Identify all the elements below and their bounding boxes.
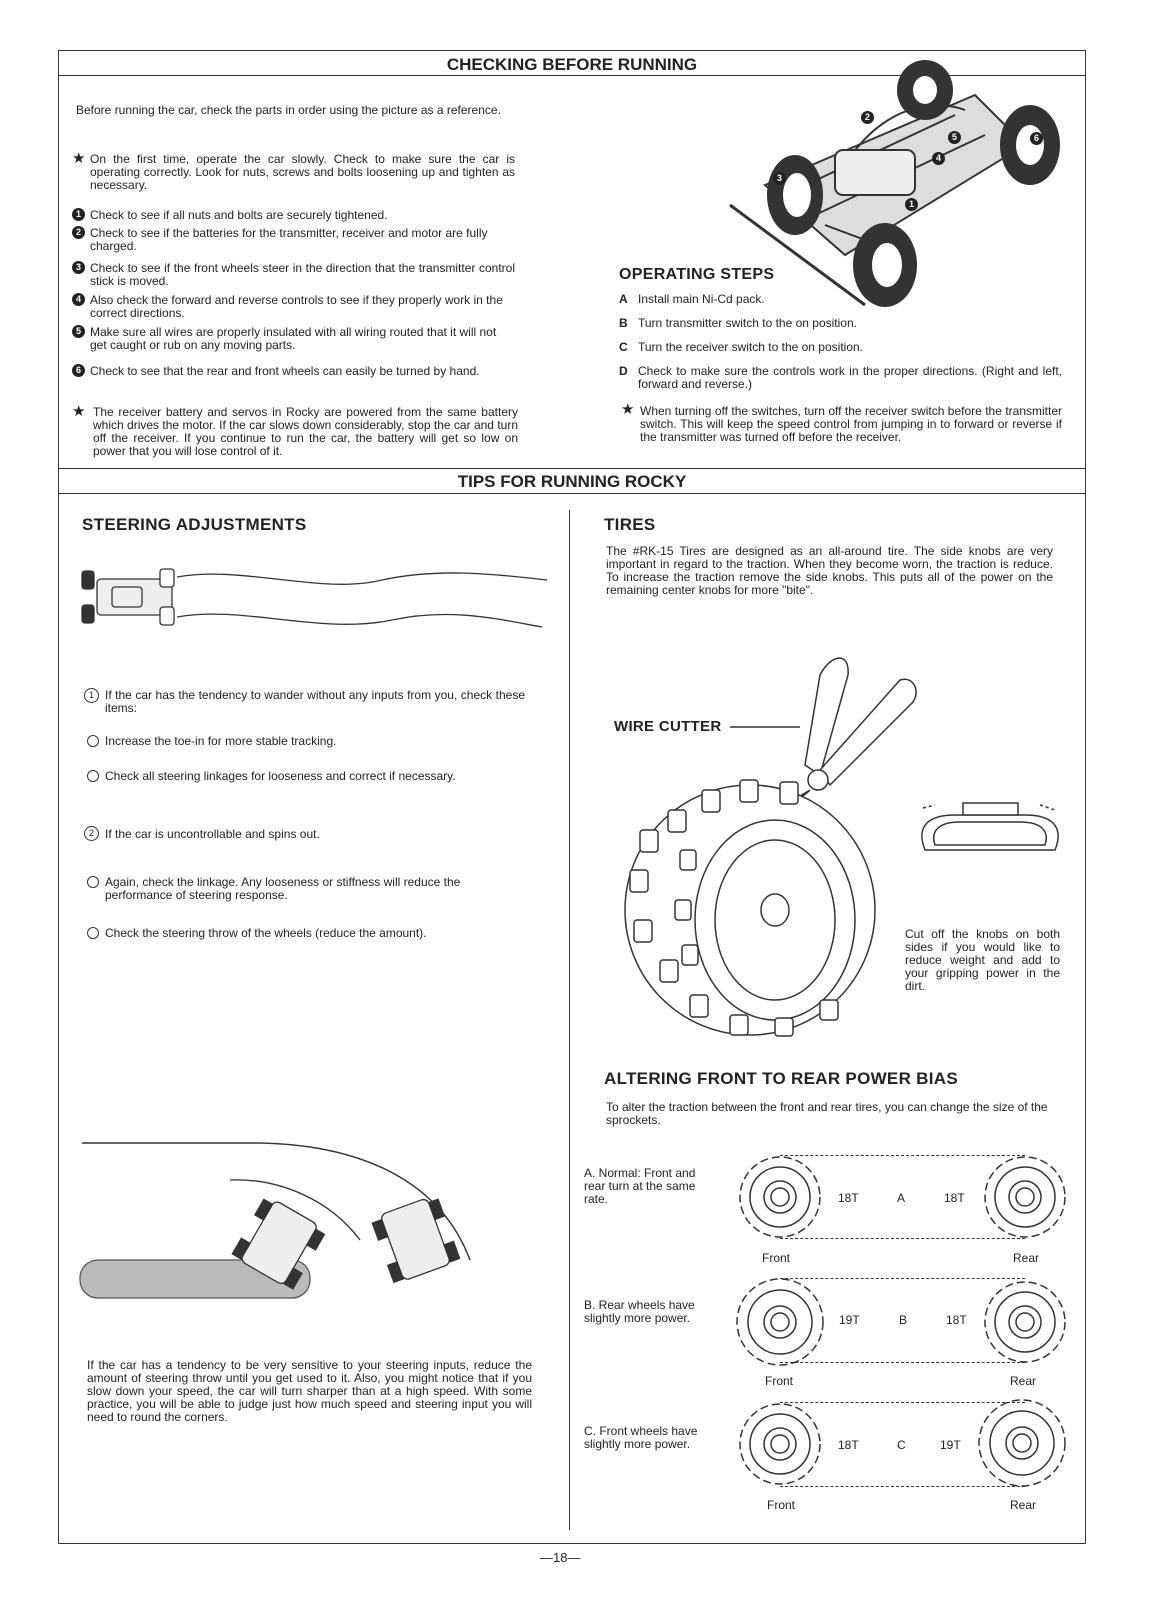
steering-item-number-1: 1 xyxy=(84,688,99,703)
bullet-circle-icon xyxy=(87,927,99,939)
wire-cutter-label: WIRE CUTTER xyxy=(614,718,722,735)
bias-title: ALTERING FRONT TO REAR POWER BIAS xyxy=(604,1069,958,1088)
step-letter-d: D xyxy=(619,364,628,378)
steering-item-2b: Check the steering throw of the wheels (reduce the amount). xyxy=(105,926,427,940)
step-text-c: Turn the receiver switch to the on position. xyxy=(638,340,863,354)
checking-title: CHECKING BEFORE RUNNING xyxy=(446,55,698,74)
callout-6: 6 xyxy=(1030,132,1043,145)
sprocket-front-a xyxy=(735,1150,825,1245)
sprocket-rear-c xyxy=(972,1393,1072,1493)
first-note: On the first time, operate the car slowly. Check to make sure the car is operating correctly. Look for nuts, screws and bolts loosening up and tighten as necessary. xyxy=(90,152,515,192)
chain-line xyxy=(780,1362,1025,1363)
bullet-circle-icon xyxy=(87,735,99,747)
item-number-6: 6 xyxy=(72,364,85,377)
star-icon: ★ xyxy=(621,401,635,418)
tips-title: TIPS FOR RUNNING ROCKY xyxy=(457,472,687,491)
bias-row-a-desc: A. Normal: Front and rear turn at the same rate. xyxy=(584,1166,696,1206)
item-text-2: Check to see if the batteries for the transmitter, receiver and motor are fully charged. xyxy=(90,226,488,253)
callout-5: 5 xyxy=(948,131,961,144)
sprocket-front-b xyxy=(730,1272,830,1372)
step-letter-c: C xyxy=(619,340,628,354)
steering-wander-illustration xyxy=(82,565,552,640)
steering-item-1a: Increase the toe-in for more stable tracking. xyxy=(105,734,337,748)
callout-1: 1 xyxy=(905,198,918,211)
item-number-1: 1 xyxy=(72,208,85,221)
sprocket-front-c xyxy=(735,1397,825,1492)
bias-row-c-letter: C xyxy=(897,1438,906,1452)
star-icon: ★ xyxy=(72,403,86,420)
bullet-circle-icon xyxy=(87,770,99,782)
tire-rear-left xyxy=(897,60,953,120)
tire-rear-right xyxy=(1000,105,1060,185)
tire-front-left xyxy=(767,155,823,235)
bias-row-b-desc: B. Rear wheels have slightly more power. xyxy=(584,1298,695,1325)
operating-note: When turning off the switches, turn off the receiver switch before the transmitter switch. This will keep the speed control from jumping in to forward or reverse if the transmitter was turned off before the receiver. xyxy=(640,404,1062,444)
bias-row-b-front-teeth: 19T xyxy=(839,1313,860,1327)
divider-mid-top xyxy=(59,468,1085,469)
steering-item-1: If the car has the tendency to wander without any inputs from you, check these items: xyxy=(105,688,525,715)
item-number-4: 4 xyxy=(72,293,85,306)
tire-cross-section-icon xyxy=(915,800,1065,870)
item-number-3: 3 xyxy=(72,261,85,274)
callout-3: 3 xyxy=(773,172,786,185)
divider-columns xyxy=(569,510,570,1530)
chain-line xyxy=(780,1402,1025,1403)
bias-row-c-front-label: Front xyxy=(767,1498,796,1512)
star-icon: ★ xyxy=(72,150,86,167)
bias-row-c-desc: C. Front wheels have slightly more power. xyxy=(584,1424,698,1451)
tires-text: The #RK-15 Tires are designed as an all-around tire. The side knobs are very important in regard to the traction. When they become worn, the traction is reduce. To increase the traction remove the side knobs. This puts all of the power on the remaining center knobs for more "bite". xyxy=(606,544,1053,597)
bias-row-a-front-teeth: 18T xyxy=(838,1191,859,1205)
page-number: —18— xyxy=(540,1550,581,1565)
item-number-5: 5 xyxy=(72,325,85,338)
cornering-text: If the car has a tendency to be very sensitive to your steering inputs, reduce the amount of steering throw until you get used to it. Also, you might notice that if you slow down your speed, the car will turn sharper than at a high speed. With some practice, you will be able to judge just how much speed and steering input you will need to round the corners. xyxy=(87,1358,532,1424)
item-text-6: Check to see that the rear and front wheels can easily be turned by hand. xyxy=(90,364,480,378)
steering-item-number-2: 2 xyxy=(84,826,99,841)
bias-row-b-front-label: Front xyxy=(765,1374,794,1388)
step-text-b: Turn transmitter switch to the on position. xyxy=(638,316,857,330)
bias-row-a-rear-teeth: 18T xyxy=(944,1191,965,1205)
item-text-5: Make sure all wires are properly insulated with all wiring routed that it will not get caught or rub on any moving parts. xyxy=(90,325,497,352)
step-text-a: Install main Ni-Cd pack. xyxy=(638,292,765,306)
bias-row-a-rear-label: Rear xyxy=(1013,1251,1040,1265)
step-text-d: Check to make sure the controls work in the proper directions. (Right and left, forward and reverse.) xyxy=(638,364,1062,391)
step-letter-a: A xyxy=(619,292,628,306)
bullet-circle-icon xyxy=(87,876,99,888)
battery-note: The receiver battery and servos in Rocky are powered from the same battery which drives the motor. If the car slows down considerably, stop the car and turn off the receiver. If you continue to run the car, the battery will get so low on power that you will lose control of it. xyxy=(93,405,518,458)
bias-row-a-front-label: Front xyxy=(762,1251,791,1265)
chain-line xyxy=(780,1238,1025,1239)
callout-2: 2 xyxy=(861,111,874,124)
chain-line xyxy=(780,1155,1025,1156)
bias-row-c-rear-teeth: 19T xyxy=(940,1438,961,1452)
steering-item-1b: Check all steering linkages for looseness and correct if necessary. xyxy=(105,769,456,783)
bias-row-c-front-teeth: 18T xyxy=(838,1438,859,1452)
bias-row-c-rear-label: Rear xyxy=(1010,1498,1037,1512)
callout-4: 4 xyxy=(932,152,945,165)
chain-line xyxy=(780,1278,1025,1279)
bias-intro: To alter the traction between the front and rear tires, you can change the size of the sprockets. xyxy=(606,1100,1048,1127)
steering-item-2: If the car is uncontrollable and spins out. xyxy=(105,827,320,841)
cut-knobs-text: Cut off the knobs on both sides if you would like to reduce weight and add to your gripping power in the dirt. xyxy=(905,927,1060,993)
checking-intro: Before running the car, check the parts in order using the picture as a reference. xyxy=(76,103,501,117)
bias-row-b-rear-label: Rear xyxy=(1010,1374,1037,1388)
sprocket-rear-a xyxy=(980,1150,1070,1245)
tire-illustration xyxy=(620,770,880,1040)
tires-title: TIRES xyxy=(604,515,656,534)
steering-title: STEERING ADJUSTMENTS xyxy=(82,515,307,534)
item-text-3: Check to see if the front wheels steer in the direction that the transmitter control stick is moved. xyxy=(90,261,515,288)
sprocket-rear-b xyxy=(980,1275,1070,1370)
tire-front-right xyxy=(853,223,917,307)
item-text-4: Also check the forward and reverse controls to see if they properly work in the correct directions. xyxy=(90,293,503,320)
item-text-1: Check to see if all nuts and bolts are securely tightened. xyxy=(90,208,388,222)
bias-row-b-letter: B xyxy=(899,1313,908,1327)
item-number-2: 2 xyxy=(72,226,85,239)
chain-line xyxy=(780,1486,1025,1487)
steering-item-2a: Again, check the linkage. Any looseness or stiffness will reduce the performance of steering response. xyxy=(105,875,461,902)
cornering-illustration xyxy=(80,1140,550,1320)
bias-row-a-letter: A xyxy=(897,1191,906,1205)
bias-row-b-rear-teeth: 18T xyxy=(946,1313,967,1327)
operating-title: OPERATING STEPS xyxy=(619,266,775,283)
divider-mid-bottom xyxy=(59,493,1085,494)
step-letter-b: B xyxy=(619,316,628,330)
